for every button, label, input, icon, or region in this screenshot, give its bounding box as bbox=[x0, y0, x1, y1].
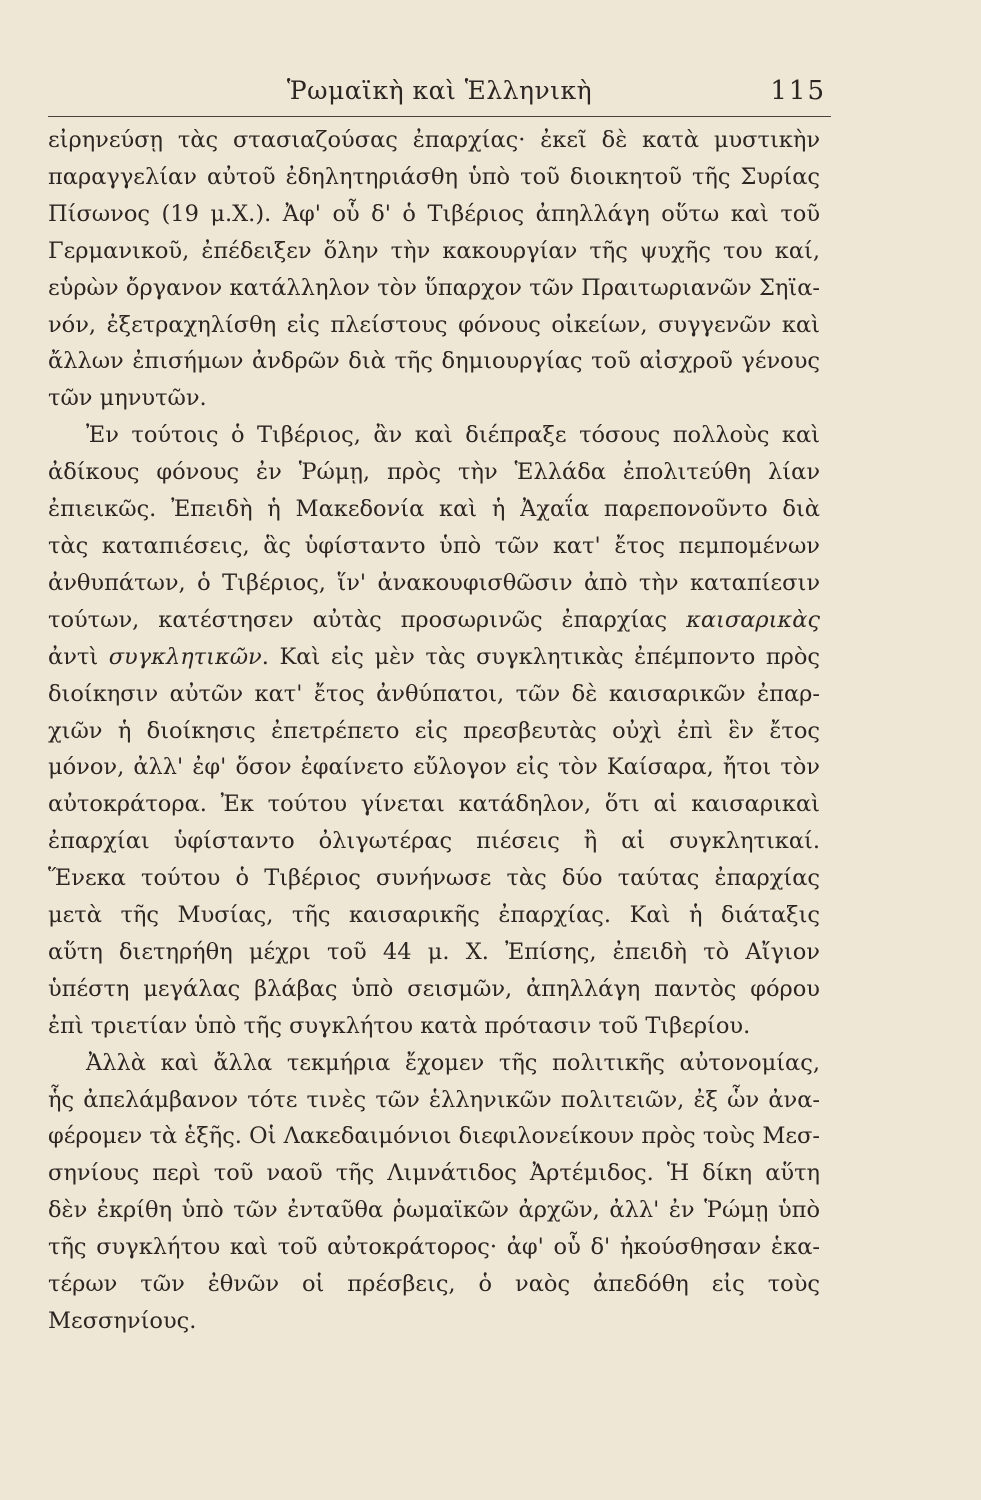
page-header bbox=[48, 70, 831, 117]
page-number: 115 bbox=[770, 76, 826, 106]
text-line: μετὰ τῆς Μυσίας, τῆς καισαρικῆς ἐπαρχίας. Καὶ ἡ διάταξις bbox=[48, 902, 820, 929]
text-line: Ἀλλὰ καὶ ἄλλα τεκμήρια ἔχομεν τῆς πολιτικῆς αὐτονομίας, bbox=[86, 1049, 820, 1076]
text-line: Πίσωνος (19 μ.Χ.). Ἀφ' οὗ δ' ὁ Τιβέριος ἀπηλλάγη οὕτω καὶ τοῦ bbox=[48, 200, 820, 227]
text-line: διοίκησιν αὐτῶν κατ' ἔτος ἀνθύπατοι, τῶν δὲ καισαρικῶν ἐπαρ- bbox=[48, 680, 820, 707]
text-line: τῆς συγκλήτου καὶ τοῦ αὐτοκράτορος· ἀφ' οὗ δ' ἠκούσθησαν ἑκα- bbox=[48, 1234, 820, 1261]
text-span: τούτων, κατέστησεν αὐτὰς προσωρινῶς ἐπαρχίας bbox=[48, 606, 687, 633]
text-line: ἐπαρχίαι ὑφίσταντο ὀλιγωτέρας πιέσεις ἢ αἱ συγκλητικαί. bbox=[48, 828, 820, 855]
running-head: Ῥωμαϊκὴ καὶ Ἑλληνικὴ bbox=[286, 76, 593, 105]
text-line: εὑρὼν ὄργανον κατάλληλον τὸν ὕπαρχον τῶν Πραιτωριανῶν Σηϊα- bbox=[48, 274, 820, 301]
text-line: ἀνθυπάτων, ὁ Τιβέριος, ἵν' ἀνακουφισθῶσιν ἀπὸ τὴν καταπίεσιν bbox=[48, 569, 820, 596]
text-line: σηνίους περὶ τοῦ ναοῦ τῆς Λιμνάτιδος Ἀρτέμιδος. Ἡ δίκη αὕτη bbox=[48, 1160, 820, 1187]
text-line-mixed bbox=[48, 639, 820, 676]
text-line: φέρομεν τὰ ἑξῆς. Οἱ Λακεδαιμόνιοι διεφιλονείκουν πρὸς τοὺς Μεσ- bbox=[48, 1123, 820, 1150]
body-text bbox=[48, 122, 820, 1340]
text-line: τέρων τῶν ἐθνῶν οἱ πρέσβεις, ὁ ναὸς ἀπεδόθη εἰς τοὺς Μεσσηνίους. bbox=[48, 1271, 820, 1334]
text-line: αὐτοκράτορα. Ἐκ τούτου γίνεται κατάδηλον, ὅτι αἱ καισαρικαὶ bbox=[48, 791, 820, 818]
text-span: ἀντὶ bbox=[48, 643, 109, 670]
text-line: τὰς καταπιέσεις, ἃς ὑφίσταντο ὑπὸ τῶν κατ' ἔτος πεμπομένων bbox=[48, 532, 820, 559]
text-line: ὑπέστη μεγάλας βλάβας ὑπὸ σεισμῶν, ἀπηλλάγη παντὸς φόρου bbox=[48, 975, 820, 1002]
text-line: χιῶν ἡ διοίκησις ἐπετρέπετο εἰς πρεσβευτὰς οὐχὶ ἐπὶ ἓν ἔτος bbox=[48, 717, 820, 744]
text-line: τῶν μηνυτῶν. bbox=[48, 385, 207, 412]
text-line: παραγγελίαν αὐτοῦ ἐδηλητηριάσθη ὑπὸ τοῦ διοικητοῦ τῆς Συρίας bbox=[48, 163, 820, 190]
italic-term: καισαρικὰς bbox=[686, 606, 820, 633]
text-line: εἰρηνεύσῃ τὰς στασιαζούσας ἐπαρχίας· ἐκεῖ δὲ κατὰ μυστικὴν bbox=[48, 127, 820, 153]
italic-term: συγκλητικῶν bbox=[108, 643, 262, 670]
text-span: . Καὶ εἰς μὲν τὰς συγκλητικὰς ἐπέμποντο πρὸς bbox=[261, 643, 820, 670]
text-line: μόνον, ἀλλ' ἐφ' ὅσον ἐφαίνετο εὔλογον εἰς τὸν Καίσαρα, ἤτοι τὸν bbox=[48, 754, 820, 781]
text-line-mixed bbox=[48, 602, 820, 639]
text-line: Ἐν τούτοις ὁ Τιβέριος, ἂν καὶ διέπραξε τόσους πολλοὺς καὶ bbox=[86, 422, 820, 449]
text-line: δὲν ἐκρίθη ὑπὸ τῶν ἐνταῦθα ῥωμαϊκῶν ἀρχῶν, ἀλλ' ἐν Ῥώμῃ ὑπὸ bbox=[48, 1197, 820, 1224]
text-line: ἐπὶ τριετίαν ὑπὸ τῆς συγκλήτου κατὰ πρότασιν τοῦ Τιβερίου. bbox=[48, 1012, 751, 1039]
text-line: ἄλλων ἐπισήμων ἀνδρῶν διὰ τῆς δημιουργίας τοῦ αἰσχροῦ γένους bbox=[48, 348, 820, 375]
text-line: Ἕνεκα τούτου ὁ Τιβέριος συνήνωσε τὰς δύο ταύτας ἐπαρχίας bbox=[48, 865, 820, 892]
text-line: ἧς ἀπελάμβανον τότε τινὲς τῶν ἑλληνικῶν πολιτειῶν, ἐξ ὧν ἀνα- bbox=[48, 1086, 820, 1113]
text-line: νόν, ἐξετραχηλίσθη εἰς πλείστους φόνους οἰκείων, συγγενῶν καὶ bbox=[48, 311, 820, 338]
text-line: ἀδίκους φόνους ἐν Ῥώμῃ, πρὸς τὴν Ἑλλάδα ἐπολιτεύθη λίαν bbox=[48, 459, 820, 486]
text-line: αὕτη διετηρήθη μέχρι τοῦ 44 μ. Χ. Ἐπίσης, ἐπειδὴ τὸ Αἴγιον bbox=[48, 938, 820, 965]
text-line: Γερμανικοῦ, ἐπέδειξεν ὅλην τὴν κακουργίαν τῆς ψυχῆς του καί, bbox=[48, 237, 820, 264]
text-line: ἐπιεικῶς. Ἐπειδὴ ἡ Μακεδονία καὶ ἡ Ἀχαΐα παρεπονοῦντο διὰ bbox=[48, 496, 820, 523]
